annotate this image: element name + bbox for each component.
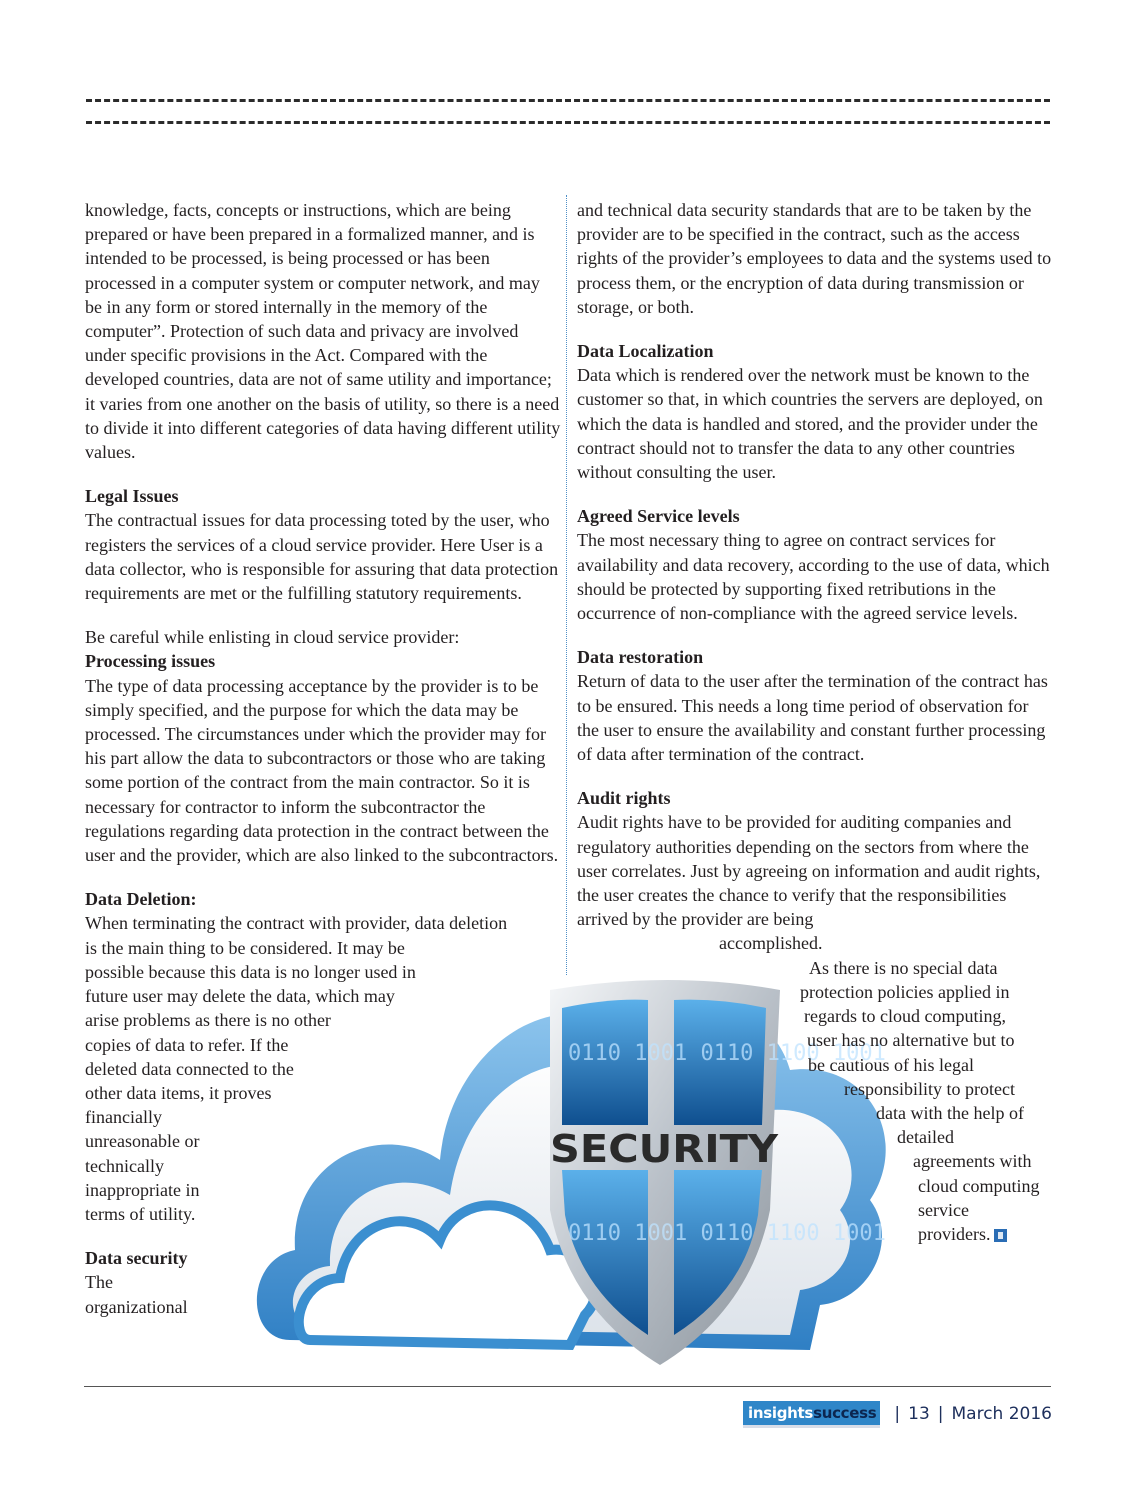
processing-issues-paragraph: The type of data processing acceptance by the provider is to be simply specified, and the purpose for which the data may be processed. The circumstances under which the provider may for his part allow the data to subcontractors or those who are taking some portion of the contract from the main contractor. So it is necessary for contractor to inform the subcontractor the regulations regarding data protection in the contract between the user and the provider, which are also linked to the subcontractors. (85, 675, 559, 866)
agreed-service-levels-paragraph: The most necessary thing to agree on contract services for availability and data recovery, according to the use of data, which should be protected by supporting fixed retributions in the occurrence of non-compliance with the agreed service levels. (577, 530, 1050, 624)
header-dashed-rule-top (86, 99, 1050, 102)
left-column (85, 198, 561, 1319)
page-footer (743, 1400, 1052, 1428)
logo-text-insights: insights (748, 1403, 814, 1422)
deletion-line: technically (85, 1155, 164, 1176)
shield-binary-text: 0110 1001 0110 1100 1001 (568, 1041, 886, 1066)
security-line: The (85, 1272, 113, 1293)
closing-line: cloud computing (918, 1175, 1040, 1196)
deletion-line: terms of utility. (85, 1203, 196, 1224)
deletion-line: financially (85, 1107, 162, 1128)
shield-security-label: SECURITY (550, 1127, 779, 1171)
agreed-service-levels-heading: Agreed Service levels (577, 506, 740, 527)
deletion-line: unreasonable or (85, 1131, 200, 1152)
intro-paragraph: knowledge, facts, concepts or instructions, which are being prepared or have been prepared in a formalized manner, and is intended to be processed, is being processed or has been processed in a computer system or computer network, and may be in any form or stored internally in the memory of the computer”. Protection of such data and privacy are involved under specific provisions in the Act. Compared with the developed countries, data are not of same utility and importance; it varies from one another on the basis of utility, so there is a need to divide it into different categories of data having different utility values. (85, 200, 561, 463)
shield-binary-text-lower: 0110 1001 0110 1100 1001 (568, 1221, 886, 1246)
security-continued-paragraph: and technical data security standards that are to be taken by the provider are to be specified in the contract, such as the access rights of the provider’s employees to data and the systems used to process them, or the encryption of data during transmission or storage, or both. (577, 200, 1052, 317)
closing-paragraph (577, 956, 1055, 1246)
article-end-icon (994, 1229, 1007, 1242)
closing-line: service (918, 1199, 969, 1220)
deletion-line: inappropriate in (85, 1179, 200, 1200)
deletion-line: copies of data to refer. If the (85, 1034, 289, 1055)
deletion-line: possible because this data is no longer used in (85, 961, 416, 982)
data-localization-paragraph: Data which is rendered over the network must be known to the customer so that, in which countries the servers are deployed, on which the data is handled and stored, and the provider under the contract should not to transfer the data to any other countries without consulting the user. (577, 365, 1043, 483)
closing-line: responsibility to protect (844, 1078, 1015, 1099)
processing-issues-heading: Processing issues (85, 651, 216, 672)
closing-line: detailed (897, 1127, 954, 1148)
closing-line: As there is no special data (809, 957, 998, 978)
closing-line: data with the help of (876, 1102, 1024, 1123)
page-number: 13 (908, 1404, 930, 1424)
careful-line: Be careful while enlisting in cloud service provider: (85, 627, 460, 648)
deletion-line: is the main thing to be considered. It may be (85, 937, 405, 958)
closing-last-word: providers. (918, 1223, 991, 1244)
audit-rights-paragraph: Audit rights have to be provided for auditing companies and regulatory authorities depending on the sectors from where the user correlates. Just by agreeing on information and audit rights, the user creates the chance to verify that the responsibilities arrived by the provider are being (577, 812, 1041, 930)
issue-date: March 2016 (951, 1404, 1052, 1424)
audit-rights-heading: Audit rights (577, 788, 671, 809)
data-deletion-paragraph (85, 911, 561, 1226)
data-deletion-heading: Data Deletion: (85, 889, 197, 910)
data-restoration-heading: Data restoration (577, 647, 704, 668)
deletion-line: arise problems as there is no other (85, 1010, 331, 1031)
footer-rule (84, 1386, 1051, 1387)
right-column (577, 198, 1055, 1246)
legal-issues-heading: Legal Issues (85, 486, 179, 507)
footer-separator: | (937, 1404, 944, 1424)
data-security-heading: Data security (85, 1248, 188, 1269)
closing-line: regards to cloud computing, (804, 1006, 1006, 1027)
deletion-line: When terminating the contract with provider, data deletion (85, 913, 508, 934)
audit-rights-last-line: accomplished. (719, 933, 823, 954)
footer-separator: | (894, 1404, 901, 1424)
column-divider (566, 195, 567, 975)
closing-line: protection policies applied in (800, 981, 1010, 1002)
closing-line: be cautious of his legal (808, 1054, 974, 1075)
deletion-line: future user may delete the data, which may (85, 986, 395, 1007)
deletion-line: other data items, it proves (85, 1082, 272, 1103)
data-localization-heading: Data Localization (577, 341, 714, 362)
legal-issues-paragraph: The contractual issues for data processing toted by the user, who registers the services of a cloud service provider. Here User is a data collector, who is responsible for assuring that data protection requirements are met or the fulfilling statutory requirements. (85, 510, 559, 604)
security-line: organizational (85, 1296, 188, 1317)
header-dashed-rule-bottom (86, 121, 1050, 124)
insights-success-logo (743, 1401, 880, 1428)
data-restoration-paragraph: Return of data to the user after the termination of the contract has to be ensured. This needs a long time period of observation for the user to ensure the availability and constant further processing of data after termination of the contract. (577, 671, 1048, 765)
closing-line: agreements with (913, 1151, 1032, 1172)
deletion-line: deleted data connected to the (85, 1058, 294, 1079)
logo-text-success: success (813, 1403, 877, 1422)
closing-line-final (577, 1222, 1055, 1246)
closing-line: user has no alternative but to (807, 1030, 1015, 1051)
